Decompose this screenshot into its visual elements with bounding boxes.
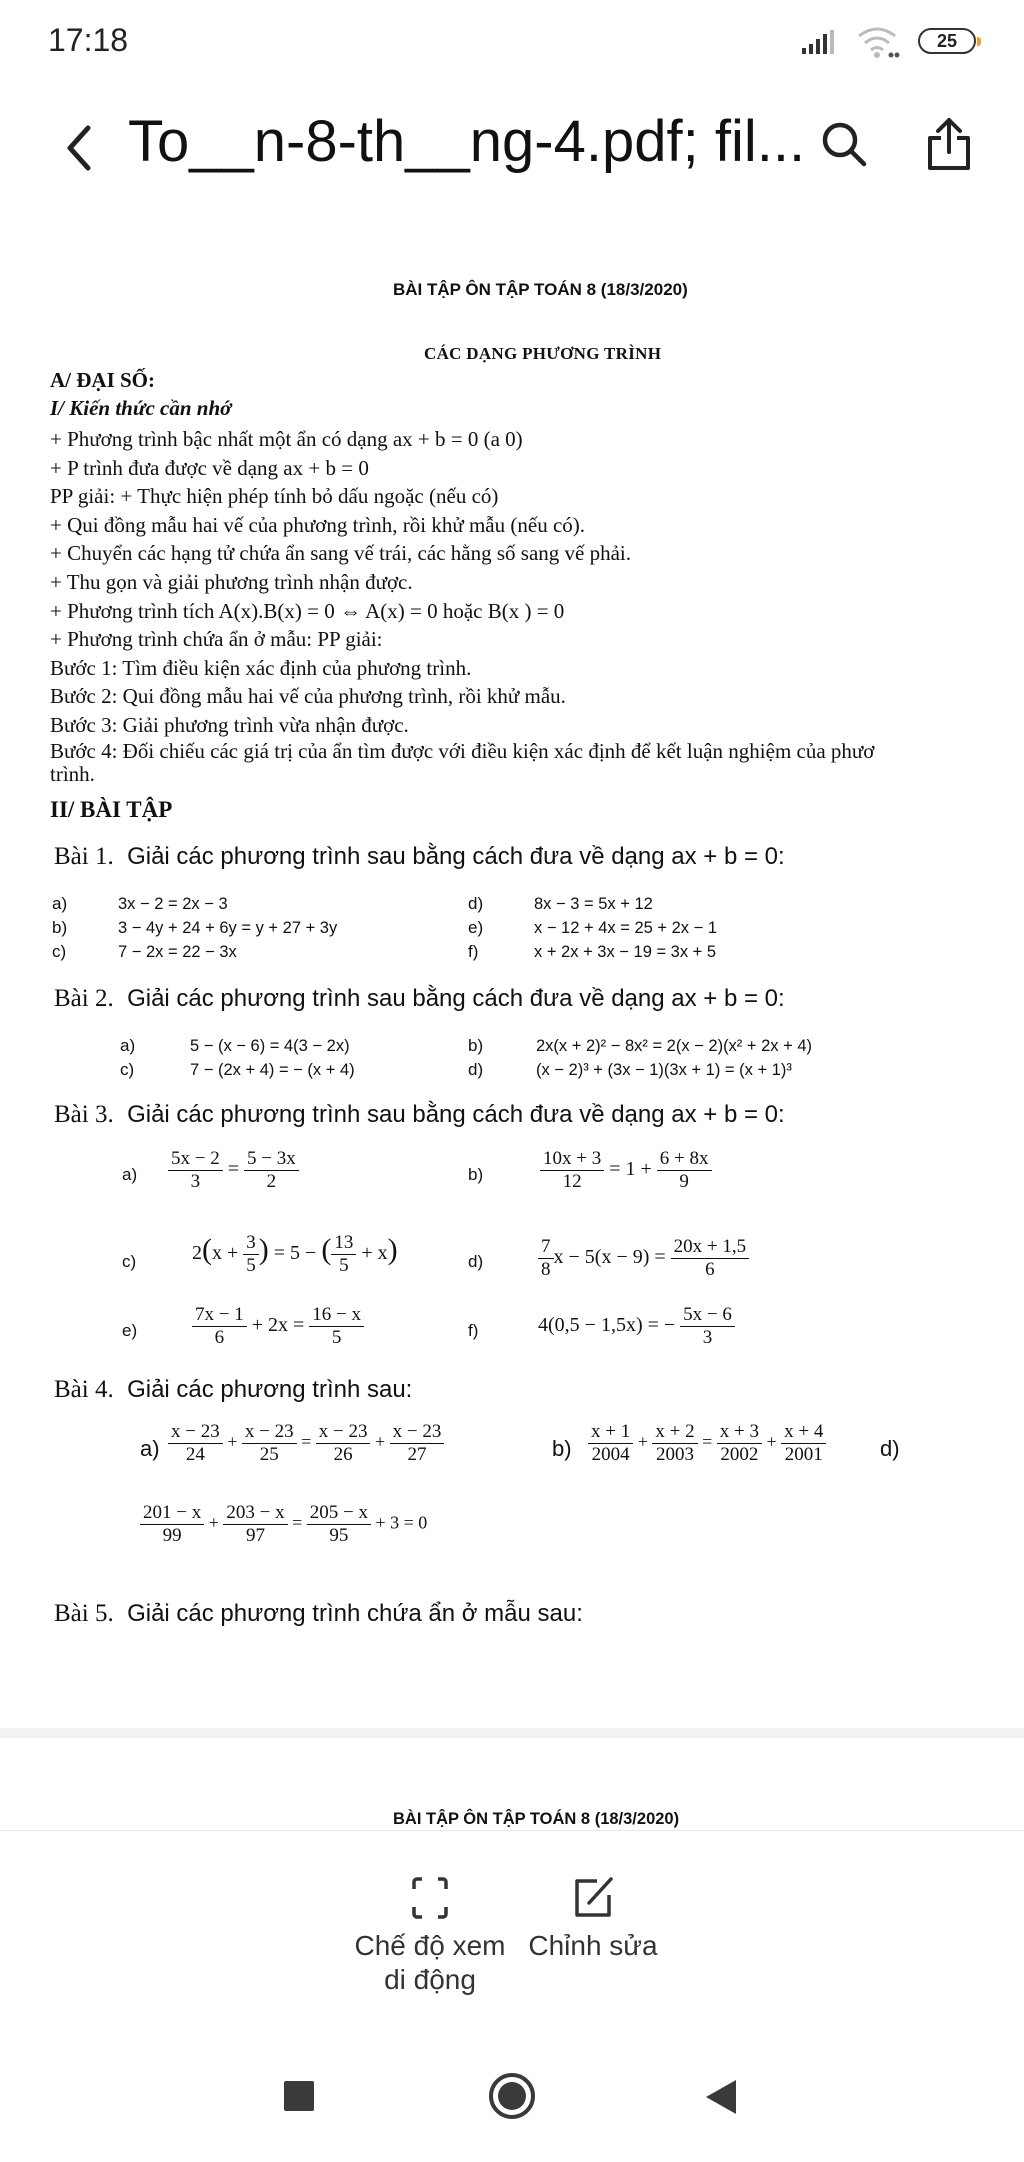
section-ii: II/ BÀI TẬP [50, 797, 173, 822]
bai5-text: Giải các phương trình chứa ẩn ở mẫu sau: [127, 1600, 583, 1627]
bai2-expr: 5 − (x − 6) = 4(3 − 2x) [190, 1037, 350, 1055]
home-button[interactable] [488, 2072, 536, 2120]
edit-icon [571, 1875, 615, 1921]
section-i: I/ Kiến thức cần nhớ [50, 396, 232, 420]
bai5-heading [54, 1600, 583, 1628]
bai3-eq-b: $\frac{10x + 3}{12}$ = 1 + $\frac{6 + 8x}{9}$ [540, 1148, 712, 1193]
bai4-label-b: b) [552, 1436, 572, 1461]
theory-line: Bước 1: Tìm điều kiện xác định của phương trình. [50, 655, 472, 680]
bai1-label: d) [468, 894, 484, 913]
bottom-action-bar [0, 1830, 1024, 2041]
bai4-eq-b: $\frac{x + 1}{2004}$ + $\frac{x + 2}{2003}$ = $\frac{x + 3}{2002}$ + $\frac{x + 4}{2001}$ [588, 1421, 826, 1466]
theory-line: PP giải: + Thực hiện phép tính bỏ dấu ngoặc (nếu có) [50, 484, 499, 509]
section-a: A/ ĐẠI SỐ: [50, 368, 156, 392]
theory-line: Bước 3: Giải phương trình vừa nhận được. [50, 712, 409, 737]
bai1-label: c) [52, 942, 67, 961]
theory-line: + Qui đồng mẫu hai vế của phương trình, rồi khử mẫu (nếu có). [50, 512, 586, 537]
mobile-view-icon [410, 1875, 450, 1921]
bai3-heading [54, 1101, 785, 1129]
bai1-expr: 8x − 3 = 5x + 12 [534, 895, 653, 913]
bai4-eq-d: $\frac{201 - x}{99}$ + $\frac{203 - x}{97}$ = $\frac{205 - x}{95}$ + 3 = 0 [140, 1502, 427, 1547]
bai2-label: b) [468, 1036, 484, 1055]
bai2-number: Bài 2. [54, 985, 114, 1012]
bai1-heading [54, 843, 785, 871]
bai1-label: a) [52, 894, 68, 913]
bai2-heading [54, 985, 785, 1013]
edit-button[interactable] [522, 1875, 664, 1963]
bai2-col1 [120, 1034, 355, 1082]
page-header: BÀI TẬP ÔN TẬP TOÁN 8 (18/3/2020) [393, 280, 688, 299]
page2-header: BÀI TẬP ÔN TẬP TOÁN 8 (18/3/2020) [393, 1810, 680, 1828]
bai4-heading [54, 1376, 412, 1404]
mobile-view-button[interactable] [340, 1875, 520, 1997]
bai1-number: Bài 1. [54, 843, 114, 870]
battery-level: 25 [936, 31, 958, 51]
bai2-text: Giải các phương trình sau bằng cách đưa về dạng ax + b = 0: [127, 985, 785, 1012]
wifi-icon [855, 24, 903, 60]
file-title: To__n-8-th__ng-4.pdf; fil... [128, 109, 806, 174]
bai3-eq-e: $\frac{7x - 1}{6}$ + 2x = $\frac{16 - x}{5}$ [192, 1304, 364, 1349]
bai3-label-e: e) [122, 1321, 138, 1340]
bai2-expr: 2x(x + 2)² − 8x² = 2(x − 2)(x² + 2x + 4) [536, 1037, 813, 1055]
search-icon[interactable] [818, 118, 870, 170]
bai2-expr: 7 − (2x + 4) = − (x + 4) [190, 1061, 355, 1079]
bai2-expr: (x − 2)³ + (3x − 1)(3x + 1) = (x + 1)³ [536, 1061, 792, 1079]
bai3-text: Giải các phương trình sau bằng cách đưa về dạng ax + b = 0: [127, 1101, 785, 1128]
bai3-eq-c: 2(x + $\frac{3}{5}$ ) = 5 − ( $\frac{13}{5}$ + x) [192, 1232, 398, 1276]
recents-button[interactable] [283, 2080, 315, 2112]
bai1-expr: 7 − 2x = 22 − 3x [118, 943, 237, 961]
signal-icon [800, 28, 844, 56]
back-button[interactable] [58, 118, 98, 178]
theory-line: + P trình đưa được về dạng ax + b = 0 [50, 455, 369, 480]
doc-subtitle: CÁC DẠNG PHƯƠNG TRÌNH [424, 344, 662, 363]
bai1-expr: x + 2x + 3x − 19 = 3x + 5 [534, 943, 717, 961]
bai3-label-b: b) [468, 1165, 484, 1184]
mobile-view-label: Chế độ xem di động [354, 1930, 506, 1995]
bai3-eq-d: $\frac{7}{8}$ x − 5(x − 9) = $\frac{20x + 1,5}{6}$ [538, 1236, 749, 1281]
bai1-col1 [52, 892, 337, 964]
bai2-label: d) [468, 1060, 484, 1079]
bai3-label-c: c) [122, 1252, 137, 1271]
edit-label: Chỉnh sửa [528, 1930, 658, 1961]
bai1-label: f) [468, 942, 479, 961]
theory-line: + Chuyển các hạng tử chứa ẩn sang vế trái, các hằng số sang vế phải. [50, 541, 631, 566]
theory-line: + Phương trình chứa ẩn ở mẫu: PP giải: [50, 627, 383, 652]
bai2-label: c) [120, 1060, 135, 1079]
theory-line: Bước 2: Qui đồng mẫu hai vế của phương trình, rồi khử mẫu. [50, 684, 566, 709]
bai3-label-f: f) [468, 1321, 479, 1340]
bai1-label: e) [468, 918, 484, 937]
bai3-label-d: d) [468, 1252, 484, 1271]
bai4-number: Bài 4. [54, 1376, 114, 1403]
bai4-eq-a: $\frac{x - 23}{24}$ + $\frac{x - 23}{25}$ = $\frac{x - 23}{26}$ + $\frac{x - 23}{27}$ [168, 1421, 444, 1466]
theory-line: + Phương trình tích A(x).B(x) = 0 ⇔ A(x) = 0 hoặc B(x ) = 0 [50, 598, 565, 623]
bai3-eq-a: $\frac{5x - 2}{3}$ = $\frac{5 - 3x}{2}$ [168, 1148, 299, 1193]
bai1-col2 [468, 892, 717, 964]
status-time: 17:18 [48, 22, 129, 58]
theory-line: + Thu gọn và giải phương trình nhận được. [50, 569, 413, 594]
bai4-text: Giải các phương trình sau: [127, 1376, 413, 1403]
bai3-label-a: a) [122, 1165, 138, 1184]
bai4-label-a: a) [140, 1436, 160, 1461]
bai4-label-d: d) [880, 1436, 900, 1461]
bai2-col2 [468, 1034, 812, 1082]
bai5-number: Bài 5. [54, 1600, 114, 1627]
bai2-label: a) [120, 1036, 136, 1055]
share-icon[interactable] [924, 114, 974, 174]
bai1-expr: 3x − 2 = 2x − 3 [118, 895, 228, 913]
theory-line: Bước 4: Đối chiếu các giá trị của ẩn tìm được với điều kiện xác định để kết luận nghiệm của phươ [50, 738, 875, 763]
theory-line: trình. [50, 761, 95, 785]
bai3-eq-f: 4(0,5 − 1,5x) = − $\frac{5x - 6}{3}$ [538, 1304, 735, 1349]
bai1-label: b) [52, 918, 68, 937]
nav-back-button[interactable] [704, 2078, 738, 2116]
system-nav-bar [0, 2040, 1024, 2162]
bai1-expr: 3 − 4y + 24 + 6y = y + 27 + 3y [118, 919, 338, 937]
theory-line: + Phương trình bậc nhất một ẩn có dạng ax + b = 0 (a 0) [50, 427, 523, 451]
battery-indicator [918, 28, 976, 54]
bai1-expr: x − 12 + 4x = 25 + 2x − 1 [534, 919, 718, 937]
theory-lines [50, 425, 1024, 785]
bai1-text: Giải các phương trình sau bằng cách đưa về dạng ax + b = 0: [127, 843, 785, 870]
bai3-number: Bài 3. [54, 1101, 114, 1128]
